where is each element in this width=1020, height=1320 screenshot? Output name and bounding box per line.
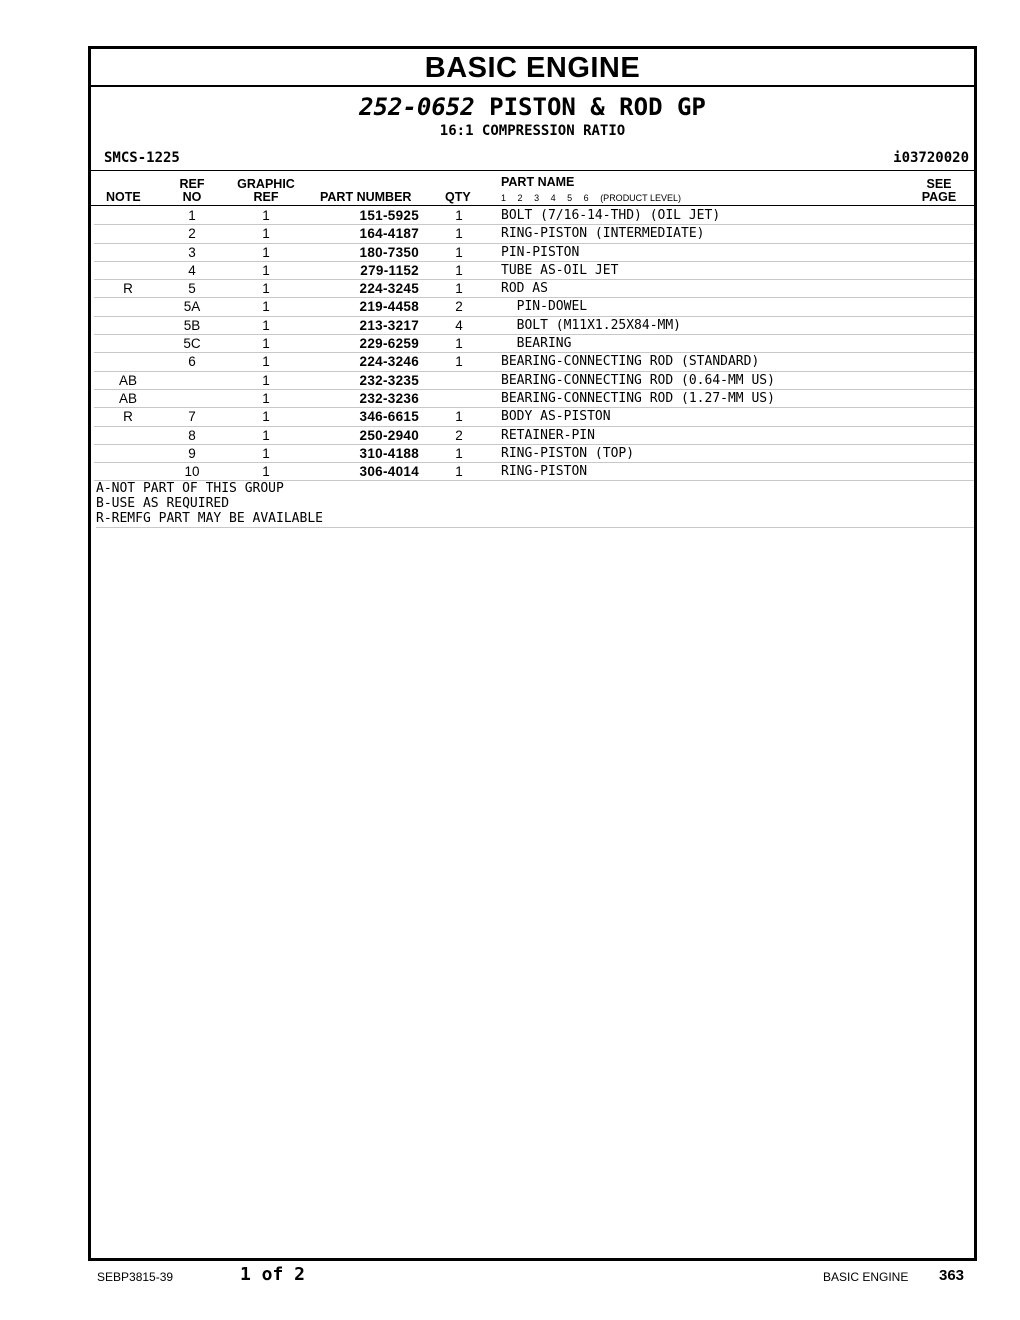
cell-part-number: 213-3217 — [359, 317, 419, 333]
cell-graphic-ref: 1 — [262, 281, 270, 297]
notes-block — [96, 481, 974, 528]
cell-ref-no: 5 — [188, 281, 196, 297]
table-row — [94, 317, 974, 335]
cell-graphic-ref: 1 — [262, 336, 270, 352]
cell-ref-no: 1 — [188, 208, 196, 223]
cell-part-number: 279-1152 — [360, 262, 419, 278]
footer-page-number: 363 — [939, 1267, 965, 1284]
table-row — [94, 207, 974, 225]
cell-part-name: BEARING-CONNECTING ROD (STANDARD) — [501, 354, 760, 370]
table-row — [94, 353, 974, 371]
cell-graphic-ref: 1 — [262, 226, 270, 242]
level-3: 3 — [534, 193, 540, 203]
product-levels — [501, 193, 690, 203]
cell-qty: 1 — [455, 409, 463, 425]
cell-ref-no: 8 — [188, 427, 196, 443]
group-subtitle: 16:1 COMPRESSION RATIO — [439, 123, 626, 139]
cell-qty: 1 — [455, 336, 463, 352]
cell-graphic-ref: 1 — [262, 464, 270, 480]
col-ref-header-bottom: NO — [182, 190, 202, 204]
table-row — [94, 280, 974, 298]
cell-graphic-ref: 1 — [262, 427, 270, 443]
cell-part-number: 310-4188 — [359, 445, 419, 461]
level-6: 6 — [583, 193, 589, 203]
table-row — [94, 427, 974, 445]
note-r: R-REMFG PART MAY BE AVAILABLE — [96, 511, 323, 526]
col-graphic-ref-header-top: GRAPHIC — [237, 177, 295, 191]
product-level-label: (PRODUCT LEVEL) — [600, 193, 682, 203]
col-note-header: NOTE — [106, 190, 141, 204]
col-see-page-header — [921, 178, 957, 204]
table-row — [94, 390, 974, 408]
cell-qty: 1 — [455, 354, 463, 370]
cell-part-name: BEARING — [501, 336, 572, 352]
level-5: 5 — [567, 193, 573, 203]
cell-graphic-ref: 1 — [262, 445, 270, 461]
smcs-code: SMCS-1225 — [104, 150, 180, 166]
footer-section: BASIC ENGINE — [823, 1270, 909, 1284]
cell-qty: 1 — [455, 445, 463, 461]
cell-part-name: RING-PISTON — [501, 464, 588, 480]
cell-part-number: 250-2940 — [359, 427, 419, 443]
cell-qty: 2 — [455, 299, 463, 315]
section-title-bar — [91, 49, 974, 87]
cell-note: R — [123, 409, 133, 425]
table-row — [94, 445, 974, 463]
cell-ref-no: 3 — [188, 244, 196, 260]
cell-part-number: 224-3245 — [359, 281, 419, 297]
col-qty-header: QTY — [445, 190, 471, 204]
note-b: B-USE AS REQUIRED — [96, 496, 230, 511]
cell-part-name: RING-PISTON (INTERMEDIATE) — [501, 226, 705, 242]
cell-part-name: RETAINER-PIN — [501, 427, 595, 443]
cell-note: AB — [118, 390, 137, 406]
cell-ref-no: 7 — [188, 409, 196, 425]
cell-ref-no: 9 — [188, 445, 196, 461]
cell-part-name: PIN-DOWEL — [501, 299, 588, 315]
col-ref-header-top: REF — [179, 177, 205, 191]
parts-page-frame — [88, 46, 977, 1261]
footer-page-of: 1 of 2 — [240, 1264, 306, 1285]
cell-graphic-ref: 1 — [262, 317, 270, 333]
cell-part-name: BOLT (M11X1.25X84-MM) — [501, 317, 682, 333]
table-row — [94, 463, 974, 481]
cell-part-name: BODY AS-PISTON — [501, 409, 611, 425]
table-row — [94, 225, 974, 243]
header-divider-top — [91, 170, 974, 171]
col-part-name-header: PART NAME — [501, 175, 575, 189]
cell-qty: 1 — [455, 244, 463, 260]
cell-graphic-ref: 1 — [262, 390, 270, 406]
cell-ref-no: 4 — [188, 262, 196, 278]
level-4: 4 — [550, 193, 556, 203]
cell-part-number: 180-7350 — [359, 244, 419, 260]
cell-graphic-ref: 1 — [262, 244, 270, 260]
cell-part-number: 151-5925 — [359, 208, 419, 223]
cell-graphic-ref: 1 — [262, 372, 270, 388]
cell-ref-no: 5C — [183, 336, 201, 352]
cell-part-number: 219-4458 — [359, 299, 419, 315]
cell-part-number: 346-6615 — [359, 409, 419, 425]
cell-note: AB — [118, 372, 137, 388]
cell-part-number: 229-6259 — [359, 336, 419, 352]
cell-part-number: 224-3246 — [359, 354, 419, 370]
group-number: 252-0652 — [359, 93, 475, 121]
cell-part-name: TUBE AS-OIL JET — [501, 262, 619, 278]
col-part-number-header: PART NUMBER — [320, 190, 412, 204]
parts-list — [94, 207, 974, 481]
group-title — [91, 93, 974, 121]
cell-part-name: BEARING-CONNECTING ROD (1.27-MM US) — [501, 390, 775, 406]
header-divider-bottom — [91, 205, 974, 206]
cell-part-name: RING-PISTON (TOP) — [501, 445, 635, 461]
col-ref-header — [179, 178, 205, 204]
cell-graphic-ref: 1 — [262, 299, 270, 315]
cell-qty: 1 — [455, 262, 463, 278]
cell-part-name: BOLT (7/16-14-THD) (OIL JET) — [501, 208, 721, 223]
cell-ref-no: 10 — [184, 464, 200, 480]
cell-qty: 1 — [455, 226, 463, 242]
cell-qty: 1 — [455, 208, 463, 223]
cell-note: R — [123, 281, 133, 297]
table-row — [94, 298, 974, 316]
cell-part-number: 232-3235 — [359, 372, 419, 388]
cell-part-name: PIN-PISTON — [501, 244, 580, 260]
col-see-page-header-bottom: PAGE — [921, 190, 957, 204]
cell-qty: 4 — [455, 317, 463, 333]
table-row — [94, 244, 974, 262]
cell-qty: 2 — [455, 427, 463, 443]
cell-ref-no: 5B — [183, 317, 201, 333]
table-row — [94, 335, 974, 353]
cell-part-name: ROD AS — [501, 281, 548, 297]
section-title: BASIC ENGINE — [424, 52, 641, 84]
table-row — [94, 408, 974, 426]
cell-graphic-ref: 1 — [262, 262, 270, 278]
footer-doc-id: SEBP3815-39 — [97, 1270, 174, 1284]
cell-graphic-ref: 1 — [262, 409, 270, 425]
note-a: A-NOT PART OF THIS GROUP — [96, 481, 284, 496]
level-2: 2 — [517, 193, 523, 203]
group-name: PISTON & ROD GP — [489, 93, 706, 121]
cell-part-number: 306-4014 — [359, 464, 419, 480]
illustration-id: i03720020 — [893, 150, 969, 166]
cell-part-number: 232-3236 — [359, 390, 419, 406]
col-graphic-ref-header — [231, 178, 301, 204]
cell-part-number: 164-4187 — [359, 226, 419, 242]
table-row — [94, 372, 974, 390]
col-see-page-header-top: SEE — [926, 177, 952, 191]
cell-ref-no: 6 — [188, 354, 196, 370]
col-graphic-ref-header-bottom: REF — [253, 190, 279, 204]
cell-qty: 1 — [455, 281, 463, 297]
table-row — [94, 262, 974, 280]
cell-part-name: BEARING-CONNECTING ROD (0.64-MM US) — [501, 372, 775, 388]
cell-ref-no: 2 — [188, 226, 196, 242]
cell-graphic-ref: 1 — [262, 354, 270, 370]
cell-graphic-ref: 1 — [262, 208, 270, 223]
cell-ref-no: 5A — [183, 299, 201, 315]
cell-qty: 1 — [455, 464, 463, 480]
level-1: 1 — [501, 193, 507, 203]
